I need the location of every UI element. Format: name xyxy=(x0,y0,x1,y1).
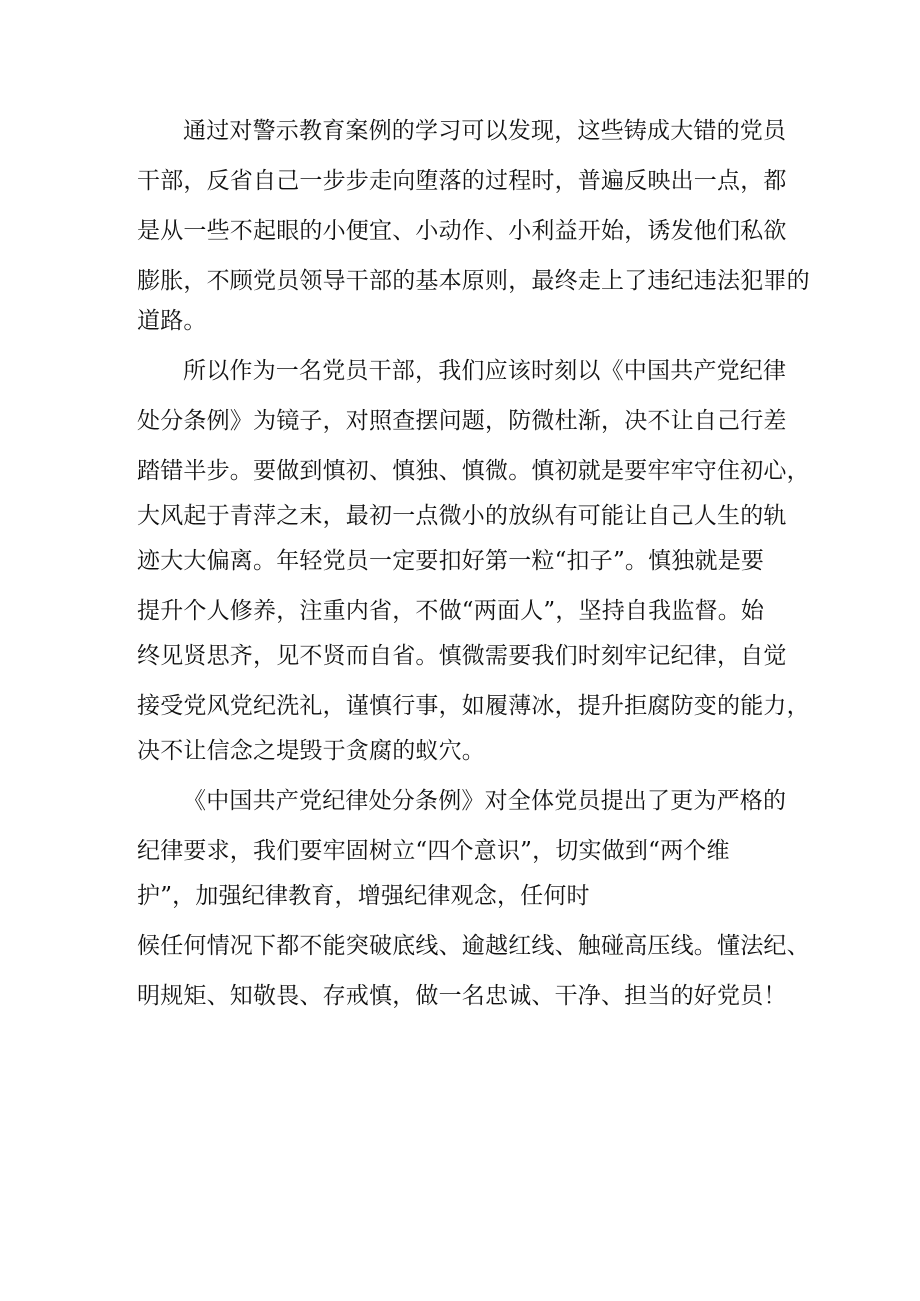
paragraph-2-line-3: 踏错半步。要做到慎初、慎独、慎微。慎初就是要牢牢守住初心， xyxy=(137,458,810,484)
paragraph-2-line-1: 所以作为一名党员干部，我们应该时刻以《中国共产党纪律 xyxy=(183,358,787,384)
paragraph-2-line-2: 处分条例》为镜子，对照查摆问题，防微杜渐，决不让自己行差 xyxy=(137,408,787,434)
paragraph-3-line-4: 候任何情况下都不能突破底线、逾越红线、触碰高压线。懂法纪、 xyxy=(137,933,810,959)
paragraph-3-line-1: 《中国共产党纪律处分条例》对全体党员提出了更为严格的 xyxy=(183,788,787,814)
paragraph-2-line-6: 提升个人修养，注重内省，不做“两面人”，坚持自我监督。始 xyxy=(137,598,765,624)
paragraph-2-line-4: 大风起于青萍之末，最初一点微小的放纵有可能让自己人生的轨 xyxy=(137,503,787,529)
paragraph-1-line-1: 通过对警示教育案例的学习可以发现，这些铸成大错的党员 xyxy=(183,118,787,144)
paragraph-1-line-4: 膨胀，不顾党员领导干部的基本原则，最终走上了违纪违法犯罪的 xyxy=(137,268,810,294)
paragraph-3-line-5: 明规矩、知敬畏、存戒慎，做一名忠诚、干净、担当的好党员！ xyxy=(137,983,787,1009)
paragraph-1-line-5: 道路。 xyxy=(137,308,207,334)
paragraph-3-line-2: 纪律要求，我们要牢固树立“四个意识”，切实做到“两个维 xyxy=(137,838,730,864)
paragraph-2-line-7: 终见贤思齐，见不贤而自省。慎微需要我们时刻牢记纪律，自觉 xyxy=(137,643,787,669)
paragraph-2-line-8: 接受党风党纪洗礼，谨慎行事，如履薄冰，提升拒腐防变的能力， xyxy=(137,693,810,719)
paragraph-1-line-3: 是从一些不起眼的小便宜、小动作、小利益开始，诱发他们私欲 xyxy=(137,218,787,244)
paragraph-2-line-9: 决不让信念之堤毁于贪腐的蚁穴。 xyxy=(137,738,485,764)
paragraph-1-line-2: 干部，反省自己一步步走向堕落的过程时，普遍反映出一点，都 xyxy=(137,168,787,194)
paragraph-3-line-3: 护”，加强纪律教育，增强纪律观念，任何时 xyxy=(137,883,590,909)
paragraph-2-line-5: 迹大大偏离。年轻党员一定要扣好第一粒“扣子”。慎独就是要 xyxy=(137,548,765,574)
